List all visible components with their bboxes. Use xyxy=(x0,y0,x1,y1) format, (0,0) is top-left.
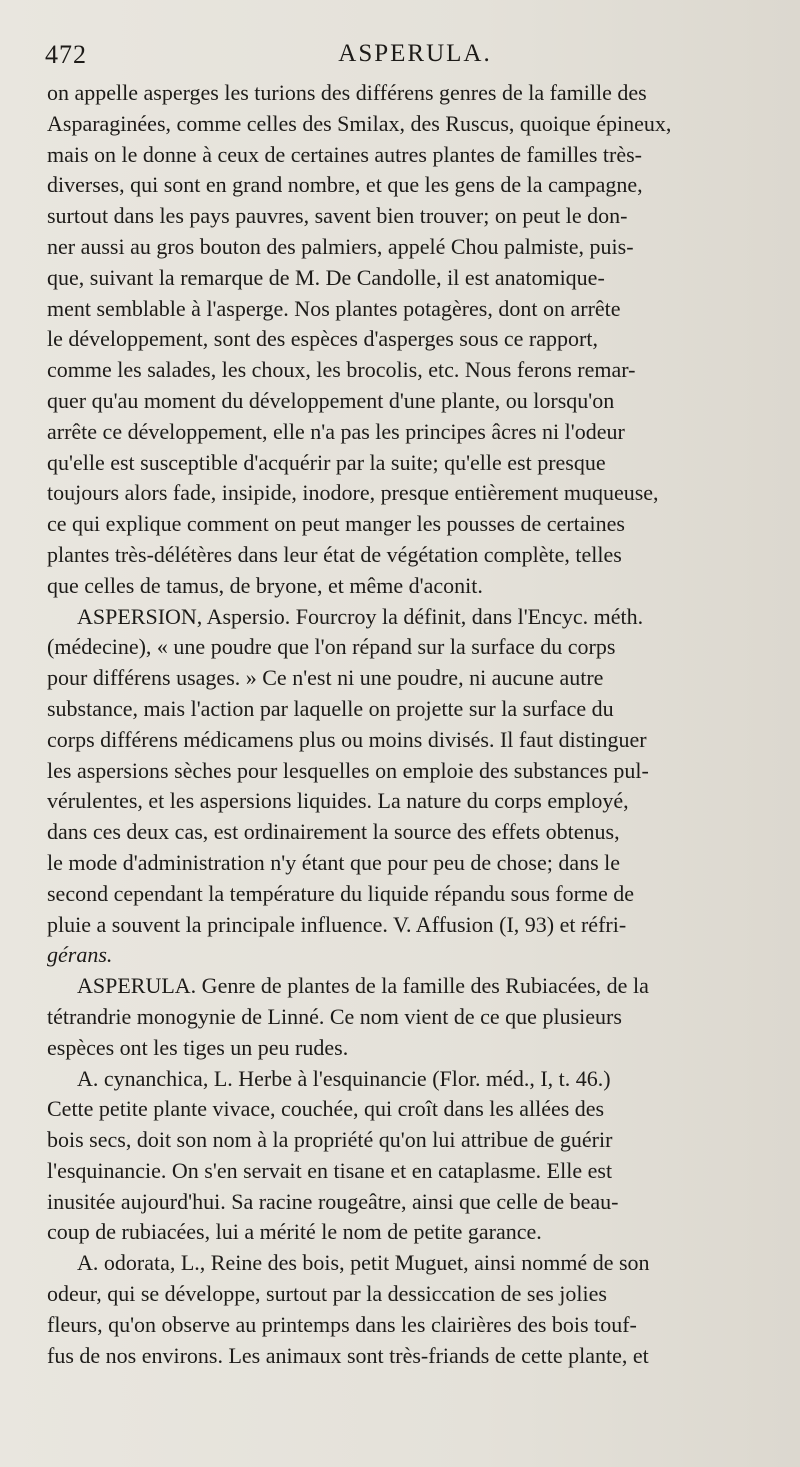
paragraph-odorata xyxy=(47,1248,775,1371)
paragraph-asperula xyxy=(47,971,775,1063)
text-line: corps différens médicamens plus ou moins divisés. Il faut distinguer xyxy=(47,726,647,752)
text-line: le mode d'administration n'y étant que pour peu de chose; dans le xyxy=(47,849,621,875)
text-line: inusitée aujourd'hui. Sa racine rougeâtre, ainsi que celle de beau- xyxy=(47,1188,619,1214)
text-line: qu'elle est susceptible d'acquérir par la suite; qu'elle est presque xyxy=(47,449,606,475)
text-line: dans ces deux cas, est ordinairement la source des effets obtenus, xyxy=(47,819,620,845)
text-line: que celles de tamus, de bryone, et même d'aconit. xyxy=(47,572,483,598)
text-line: ASPERSION, Aspersio. Fourcroy la définit, dans l'Encyc. méth. xyxy=(77,603,644,629)
text-line: A. cynanchica, L. Herbe à l'esquinancie (Flor. méd., I, t. 46.) xyxy=(77,1065,611,1091)
text-line: odeur, qui se développe, surtout par la dessiccation de ses jolies xyxy=(47,1281,607,1307)
text-line: tétrandrie monogynie de Linné. Ce nom vient de ce que plusieurs xyxy=(47,1003,622,1029)
text-line: pluie a souvent la principale influence. V. Affusion (I, 93) et réfri- xyxy=(47,911,627,937)
text-line: coup de rubiacées, lui a mérité le nom de petite garance. xyxy=(47,1219,542,1245)
paragraph-asperges xyxy=(47,78,775,602)
text-line: mais on le donne à ceux de certaines autres plantes de familles très- xyxy=(47,141,642,167)
text-line: les aspersions sèches pour lesquelles on emploie des substances pul- xyxy=(47,757,649,783)
page-header xyxy=(45,40,785,72)
paragraph-aspersion xyxy=(47,602,775,972)
text-line: toujours alors fade, insipide, inodore, presque entièrement muqueuse, xyxy=(47,480,659,506)
text-line: ASPERULA. Genre de plantes de la famille des Rubiacées, de la xyxy=(77,973,649,999)
text-line: ce qui explique comment on peut manger les pousses de certaines xyxy=(47,511,625,537)
text-line: substance, mais l'action par laquelle on projette sur la surface du xyxy=(47,695,614,721)
text-line: fleurs, qu'on observe au printemps dans les clairières des bois touf- xyxy=(47,1311,637,1337)
text-line: Cette petite plante vivace, couchée, qui croît dans les allées des xyxy=(47,1096,605,1122)
text-line: (médecine), « une poudre que l'on répand sur la surface du corps xyxy=(47,634,616,660)
body-text xyxy=(47,78,775,1371)
text-line: ment semblable à l'asperge. Nos plantes potagères, dont on arrête xyxy=(47,295,621,321)
text-line: gérans. xyxy=(47,942,113,968)
text-line: le développement, sont des espèces d'asperges sous ce rapport, xyxy=(47,326,598,352)
text-line: que, suivant la remarque de M. De Candolle, il est anatomique- xyxy=(47,264,605,290)
text-line: comme les salades, les choux, les brocolis, etc. Nous ferons remar- xyxy=(47,357,636,383)
text-line: quer qu'au moment du développement d'une plante, ou lorsqu'on xyxy=(47,387,615,413)
page-number: 472 xyxy=(45,40,87,69)
text-line: second cependant la température du liquide répandu sous forme de xyxy=(47,880,635,906)
text-line: pour différens usages. » Ce n'est ni une poudre, ni aucune autre xyxy=(47,665,604,691)
text-line: ner aussi au gros bouton des palmiers, appelé Chou palmiste, puis- xyxy=(47,233,634,259)
text-line: diverses, qui sont en grand nombre, et que les gens de la campagne, xyxy=(47,172,643,198)
text-line: arrête ce développement, elle n'a pas les principes âcres ni l'odeur xyxy=(47,418,625,444)
text-line: espèces ont les tiges un peu rudes. xyxy=(47,1034,349,1060)
text-line: plantes très-délétères dans leur état de végétation complète, telles xyxy=(47,541,622,567)
text-line: surtout dans les pays pauvres, savent bien trouver; on peut le don- xyxy=(47,203,628,229)
text-line: on appelle asperges les turions des différens genres de la famille des xyxy=(47,80,647,105)
paragraph-cynanchica xyxy=(47,1064,775,1249)
text-line: bois secs, doit son nom à la propriété qu'on lui attribue de guérir xyxy=(47,1127,613,1153)
text-line: fus de nos environs. Les animaux sont très-friands de cette plante, et xyxy=(47,1342,649,1368)
text-line: A. odorata, L., Reine des bois, petit Muguet, ainsi nommé de son xyxy=(77,1250,650,1276)
text-line: vérulentes, et les aspersions liquides. La nature du corps employé, xyxy=(47,788,629,814)
text-line: Asparaginées, comme celles des Smilax, des Ruscus, quoique épineux, xyxy=(47,110,672,136)
text-line: l'esquinancie. On s'en servait en tisane et en cataplasme. Elle est xyxy=(47,1157,613,1183)
running-title: ASPERULA. xyxy=(338,40,492,67)
